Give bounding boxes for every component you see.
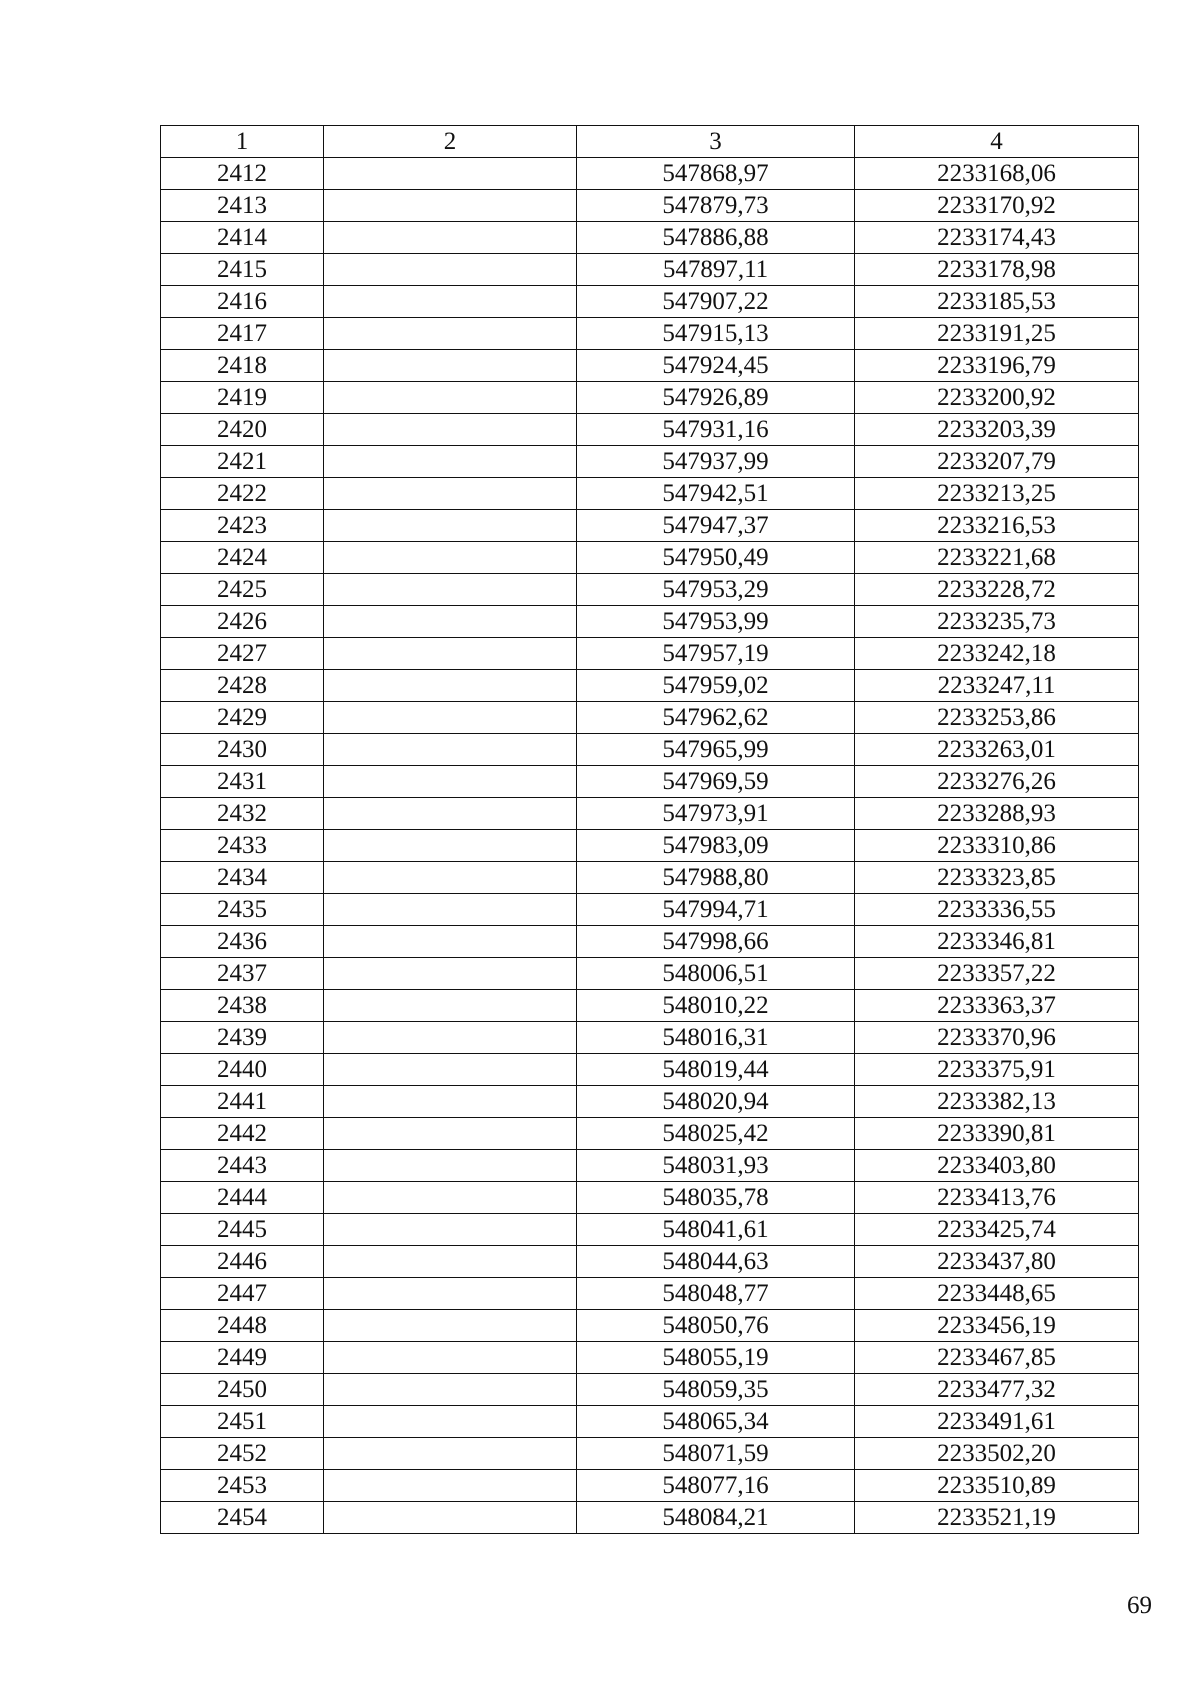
table-cell-col-1: 2453 (161, 1470, 324, 1502)
table-cell-col-1: 2413 (161, 190, 324, 222)
table-cell-col-3: 547962,62 (577, 702, 855, 734)
table-row (161, 894, 1139, 926)
coordinates-table (160, 125, 1139, 1534)
table-cell-col-3: 547937,99 (577, 446, 855, 478)
table-cell-col-3: 547994,71 (577, 894, 855, 926)
table-cell-col-4: 2233477,32 (855, 1374, 1139, 1406)
table-cell-col-2 (324, 478, 577, 510)
table-cell-col-1: 2424 (161, 542, 324, 574)
table-cell-col-1: 2432 (161, 798, 324, 830)
table-cell-col-2 (324, 1086, 577, 1118)
table-cell-col-4: 2233425,74 (855, 1214, 1139, 1246)
table-cell-col-2 (324, 1278, 577, 1310)
table-cell-col-1: 2436 (161, 926, 324, 958)
table-row (161, 798, 1139, 830)
table-row (161, 190, 1139, 222)
table-cell-col-1: 2418 (161, 350, 324, 382)
table-cell-col-3: 548006,51 (577, 958, 855, 990)
table-cell-col-3: 548031,93 (577, 1150, 855, 1182)
table-cell-col-2 (324, 510, 577, 542)
table-cell-col-1: 2414 (161, 222, 324, 254)
table-cell-col-4: 2233521,19 (855, 1502, 1139, 1534)
table-cell-col-1: 2434 (161, 862, 324, 894)
table-cell-col-3: 547950,49 (577, 542, 855, 574)
table-cell-col-4: 2233213,25 (855, 478, 1139, 510)
table-cell-col-2 (324, 254, 577, 286)
table-row (161, 1054, 1139, 1086)
table-cell-col-4: 2233235,73 (855, 606, 1139, 638)
table-cell-col-4: 2233174,43 (855, 222, 1139, 254)
table-cell-col-2 (324, 990, 577, 1022)
table-cell-col-4: 2233200,92 (855, 382, 1139, 414)
table-cell-col-4: 2233437,80 (855, 1246, 1139, 1278)
table-cell-col-4: 2233288,93 (855, 798, 1139, 830)
table-cell-col-3: 547965,99 (577, 734, 855, 766)
table-row (161, 1406, 1139, 1438)
table-row (161, 1214, 1139, 1246)
table-cell-col-1: 2442 (161, 1118, 324, 1150)
table-cell-col-3: 547969,59 (577, 766, 855, 798)
table-cell-col-3: 548050,76 (577, 1310, 855, 1342)
table-cell-col-3: 547926,89 (577, 382, 855, 414)
table-cell-col-1: 2428 (161, 670, 324, 702)
table-cell-col-2 (324, 1150, 577, 1182)
table-cell-col-3: 547931,16 (577, 414, 855, 446)
table-cell-col-2 (324, 1438, 577, 1470)
table-cell-col-4: 2233382,13 (855, 1086, 1139, 1118)
table-cell-col-2 (324, 382, 577, 414)
table-cell-col-3: 547907,22 (577, 286, 855, 318)
table-cell-col-2 (324, 702, 577, 734)
table-row (161, 254, 1139, 286)
table-cell-col-3: 548077,16 (577, 1470, 855, 1502)
table-cell-col-3: 548055,19 (577, 1342, 855, 1374)
table-cell-col-1: 2421 (161, 446, 324, 478)
table-row (161, 510, 1139, 542)
table-cell-col-1: 2441 (161, 1086, 324, 1118)
table-cell-col-3: 547957,19 (577, 638, 855, 670)
table-cell-col-1: 2443 (161, 1150, 324, 1182)
table-cell-col-4: 2233357,22 (855, 958, 1139, 990)
table-cell-col-2 (324, 638, 577, 670)
table-row (161, 1310, 1139, 1342)
table-row (161, 606, 1139, 638)
table-cell-col-2 (324, 1054, 577, 1086)
table-cell-col-1: 2444 (161, 1182, 324, 1214)
table-cell-col-4: 2233510,89 (855, 1470, 1139, 1502)
table-cell-col-1: 2452 (161, 1438, 324, 1470)
table-cell-col-3: 548065,34 (577, 1406, 855, 1438)
table-cell-col-3: 548016,31 (577, 1022, 855, 1054)
table-row (161, 990, 1139, 1022)
table-cell-col-3: 548019,44 (577, 1054, 855, 1086)
table-cell-col-1: 2426 (161, 606, 324, 638)
table-cell-col-3: 547879,73 (577, 190, 855, 222)
table-cell-col-4: 2233178,98 (855, 254, 1139, 286)
table-cell-col-2 (324, 1406, 577, 1438)
table-cell-col-3: 547953,99 (577, 606, 855, 638)
table-cell-col-4: 2233228,72 (855, 574, 1139, 606)
table-cell-col-3: 548084,21 (577, 1502, 855, 1534)
table-cell-col-2 (324, 1246, 577, 1278)
table-cell-col-4: 2233263,01 (855, 734, 1139, 766)
table-cell-col-2 (324, 798, 577, 830)
table-row (161, 1150, 1139, 1182)
table-cell-col-4: 2233467,85 (855, 1342, 1139, 1374)
table-cell-col-4: 2233203,39 (855, 414, 1139, 446)
table-cell-col-3: 548044,63 (577, 1246, 855, 1278)
table-header-row (161, 126, 1139, 158)
table-cell-col-1: 2438 (161, 990, 324, 1022)
table-cell-col-1: 2446 (161, 1246, 324, 1278)
table-row (161, 862, 1139, 894)
table-row (161, 1342, 1139, 1374)
table-body (161, 158, 1139, 1534)
table-cell-col-4: 2233221,68 (855, 542, 1139, 574)
table-cell-col-1: 2450 (161, 1374, 324, 1406)
table-row (161, 158, 1139, 190)
table-cell-col-3: 547998,66 (577, 926, 855, 958)
table-cell-col-4: 2233168,06 (855, 158, 1139, 190)
table-cell-col-1: 2415 (161, 254, 324, 286)
table-cell-col-3: 547988,80 (577, 862, 855, 894)
table-cell-col-4: 2233403,80 (855, 1150, 1139, 1182)
table-cell-col-1: 2449 (161, 1342, 324, 1374)
table-row (161, 542, 1139, 574)
table-row (161, 478, 1139, 510)
table-cell-col-4: 2233370,96 (855, 1022, 1139, 1054)
table-cell-col-2 (324, 734, 577, 766)
table-cell-col-1: 2429 (161, 702, 324, 734)
table-cell-col-1: 2417 (161, 318, 324, 350)
table-cell-col-1: 2427 (161, 638, 324, 670)
table-row (161, 1022, 1139, 1054)
table-cell-col-4: 2233390,81 (855, 1118, 1139, 1150)
table-row (161, 222, 1139, 254)
table-cell-col-1: 2416 (161, 286, 324, 318)
table-cell-col-1: 2420 (161, 414, 324, 446)
table-cell-col-3: 547953,29 (577, 574, 855, 606)
table-cell-col-3: 547886,88 (577, 222, 855, 254)
table-cell-col-3: 548059,35 (577, 1374, 855, 1406)
table-cell-col-3: 547868,97 (577, 158, 855, 190)
table-cell-col-2 (324, 670, 577, 702)
table-cell-col-4: 2233207,79 (855, 446, 1139, 478)
table-row (161, 766, 1139, 798)
table-row (161, 702, 1139, 734)
table-row (161, 1246, 1139, 1278)
table-row (161, 1086, 1139, 1118)
table-row (161, 1374, 1139, 1406)
table-cell-col-3: 547947,37 (577, 510, 855, 542)
table-cell-col-2 (324, 350, 577, 382)
table-cell-col-2 (324, 606, 577, 638)
table-cell-col-4: 2233196,79 (855, 350, 1139, 382)
column-header-3: 3 (577, 126, 855, 158)
table-row (161, 318, 1139, 350)
table-cell-col-3: 547924,45 (577, 350, 855, 382)
table-cell-col-3: 547915,13 (577, 318, 855, 350)
table-cell-col-2 (324, 766, 577, 798)
table-cell-col-1: 2430 (161, 734, 324, 766)
table-cell-col-2 (324, 1118, 577, 1150)
table-cell-col-2 (324, 222, 577, 254)
table-cell-col-3: 548020,94 (577, 1086, 855, 1118)
table-cell-col-1: 2454 (161, 1502, 324, 1534)
table-row (161, 1502, 1139, 1534)
table-cell-col-2 (324, 158, 577, 190)
table-cell-col-1: 2447 (161, 1278, 324, 1310)
table-cell-col-2 (324, 862, 577, 894)
table-row (161, 286, 1139, 318)
table-cell-col-3: 547942,51 (577, 478, 855, 510)
table-cell-col-1: 2451 (161, 1406, 324, 1438)
table-row (161, 574, 1139, 606)
table-cell-col-2 (324, 190, 577, 222)
table-cell-col-2 (324, 446, 577, 478)
table-cell-col-4: 2233491,61 (855, 1406, 1139, 1438)
table-row (161, 1182, 1139, 1214)
table-cell-col-1: 2437 (161, 958, 324, 990)
table-cell-col-4: 2233336,55 (855, 894, 1139, 926)
table-cell-col-1: 2412 (161, 158, 324, 190)
table-cell-col-1: 2433 (161, 830, 324, 862)
table-cell-col-2 (324, 1182, 577, 1214)
table-cell-col-4: 2233346,81 (855, 926, 1139, 958)
table-cell-col-2 (324, 574, 577, 606)
table-cell-col-4: 2233310,86 (855, 830, 1139, 862)
table-cell-col-1: 2422 (161, 478, 324, 510)
table-cell-col-4: 2233276,26 (855, 766, 1139, 798)
table-cell-col-2 (324, 1214, 577, 1246)
table-cell-col-4: 2233363,37 (855, 990, 1139, 1022)
table-cell-col-4: 2233502,20 (855, 1438, 1139, 1470)
table-cell-col-4: 2233375,91 (855, 1054, 1139, 1086)
table-row (161, 1118, 1139, 1150)
table-cell-col-4: 2233170,92 (855, 190, 1139, 222)
table-row (161, 382, 1139, 414)
table-cell-col-1: 2445 (161, 1214, 324, 1246)
column-header-2: 2 (324, 126, 577, 158)
table-cell-col-3: 548041,61 (577, 1214, 855, 1246)
table-cell-col-2 (324, 318, 577, 350)
table-cell-col-4: 2233185,53 (855, 286, 1139, 318)
table-cell-col-2 (324, 926, 577, 958)
table-cell-col-1: 2440 (161, 1054, 324, 1086)
table-cell-col-3: 548010,22 (577, 990, 855, 1022)
table-cell-col-4: 2233323,85 (855, 862, 1139, 894)
table-cell-col-2 (324, 1342, 577, 1374)
table-cell-col-4: 2233247,11 (855, 670, 1139, 702)
table-cell-col-4: 2233191,25 (855, 318, 1139, 350)
table-cell-col-4: 2233456,19 (855, 1310, 1139, 1342)
table-cell-col-1: 2448 (161, 1310, 324, 1342)
table-row (161, 1470, 1139, 1502)
table-row (161, 1278, 1139, 1310)
table-cell-col-2 (324, 958, 577, 990)
table-row (161, 958, 1139, 990)
table-cell-col-1: 2439 (161, 1022, 324, 1054)
table-cell-col-4: 2233253,86 (855, 702, 1139, 734)
table-cell-col-2 (324, 894, 577, 926)
table-cell-col-3: 547959,02 (577, 670, 855, 702)
table-cell-col-1: 2425 (161, 574, 324, 606)
table-row (161, 830, 1139, 862)
table-cell-col-2 (324, 1470, 577, 1502)
table-cell-col-4: 2233448,65 (855, 1278, 1139, 1310)
table-cell-col-1: 2431 (161, 766, 324, 798)
table-cell-col-2 (324, 1310, 577, 1342)
table-cell-col-4: 2233413,76 (855, 1182, 1139, 1214)
table-cell-col-3: 547897,11 (577, 254, 855, 286)
table-cell-col-2 (324, 286, 577, 318)
table-cell-col-4: 2233242,18 (855, 638, 1139, 670)
table-cell-col-3: 548025,42 (577, 1118, 855, 1150)
table-row (161, 414, 1139, 446)
table-row (161, 1438, 1139, 1470)
table-cell-col-2 (324, 1022, 577, 1054)
table-row (161, 638, 1139, 670)
table-cell-col-1: 2419 (161, 382, 324, 414)
table-cell-col-2 (324, 1374, 577, 1406)
table-cell-col-2 (324, 542, 577, 574)
table-cell-col-4: 2233216,53 (855, 510, 1139, 542)
table-cell-col-2 (324, 830, 577, 862)
table-row (161, 670, 1139, 702)
table-row (161, 734, 1139, 766)
table-row (161, 350, 1139, 382)
page-number: 69 (1127, 1592, 1152, 1619)
table-cell-col-2 (324, 1502, 577, 1534)
table-cell-col-3: 548035,78 (577, 1182, 855, 1214)
table-cell-col-3: 547973,91 (577, 798, 855, 830)
table-cell-col-1: 2435 (161, 894, 324, 926)
table-row (161, 446, 1139, 478)
table-cell-col-3: 548048,77 (577, 1278, 855, 1310)
table-cell-col-1: 2423 (161, 510, 324, 542)
table-cell-col-2 (324, 414, 577, 446)
table-row (161, 926, 1139, 958)
table-cell-col-3: 547983,09 (577, 830, 855, 862)
column-header-4: 4 (855, 126, 1139, 158)
column-header-1: 1 (161, 126, 324, 158)
table-cell-col-3: 548071,59 (577, 1438, 855, 1470)
